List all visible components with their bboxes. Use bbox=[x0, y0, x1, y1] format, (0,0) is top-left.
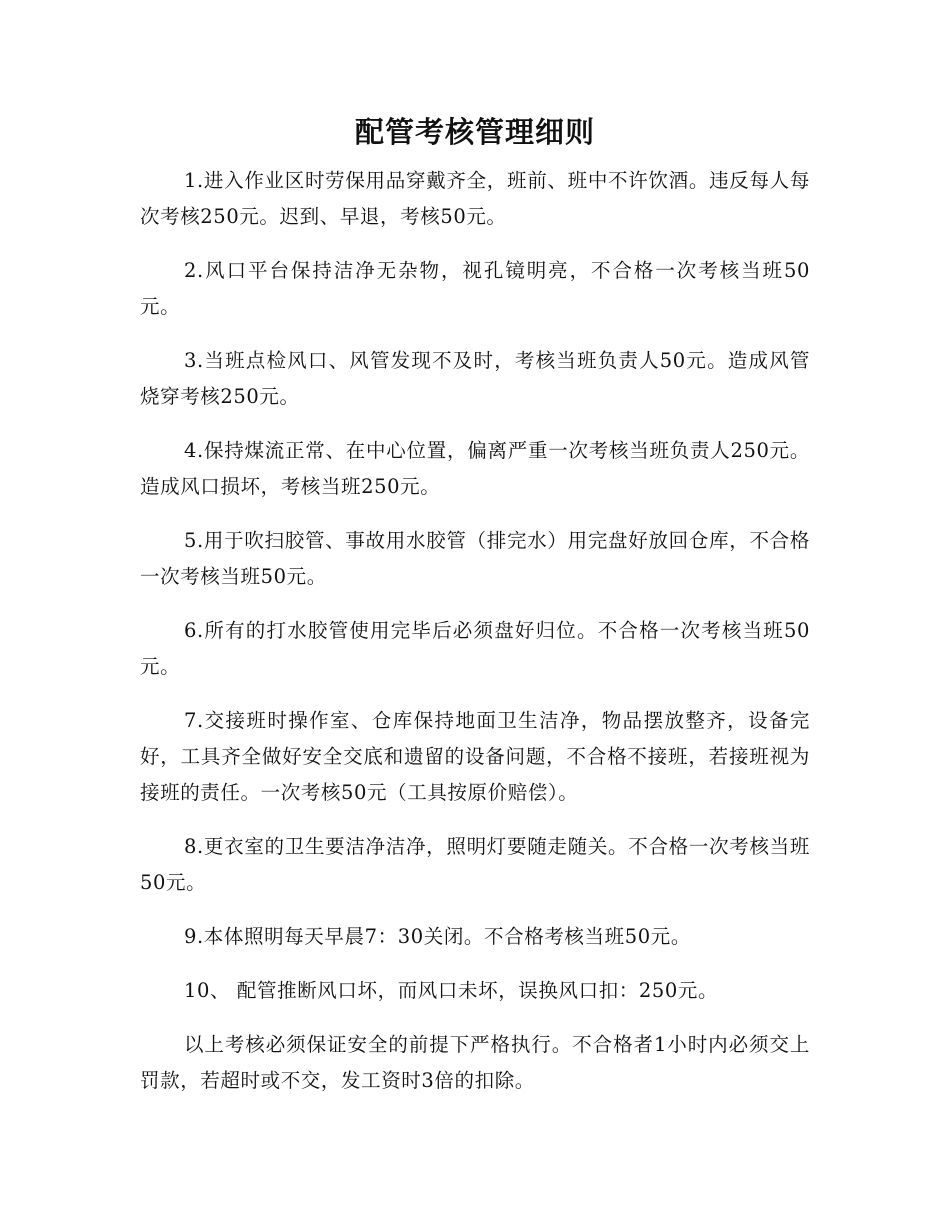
document-title: 配管考核管理细则 bbox=[354, 115, 595, 149]
rule-paragraph-5: 5.用于吹扫胶管、事故用水胶管（排完水）用完盘好放回仓库，不合格一次考核当班50元。 bbox=[140, 529, 810, 588]
rule-paragraph-10: 10、 配管推断风口坏，而风口未坏，误换风口扣：250元。 bbox=[184, 979, 719, 1002]
rule-paragraph-7: 7.交接班时操作室、仓库保持地面卫生洁净，物品摆放整齐，设备完好，工具齐全做好安全交底和遗留的设备问题，不合格不接班，若接班视为接班的责任。一次考核50元（工具按原价赔偿）。 bbox=[140, 709, 810, 804]
rule-paragraph-1: 1.进入作业区时劳保用品穿戴齐全，班前、班中不许饮酒。违反每人每次考核250元。迟到、早退，考核50元。 bbox=[140, 169, 810, 228]
rule-paragraph-9: 9.本体照明每天早晨7：30关闭。不合格考核当班50元。 bbox=[184, 925, 691, 948]
rule-paragraph-3: 3.当班点检风口、风管发现不及时，考核当班负责人50元。造成风管烧穿考核250元。 bbox=[140, 349, 810, 408]
rule-paragraph-6: 6.所有的打水胶管使用完毕后必须盘好归位。不合格一次考核当班50元。 bbox=[140, 619, 810, 678]
document-body bbox=[140, 163, 810, 1117]
rule-paragraph-8: 8.更衣室的卫生要洁净洁净，照明灯要随走随关。不合格一次考核当班50元。 bbox=[140, 835, 810, 894]
closing-paragraph: 以上考核必须保证安全的前提下严格执行。不合格者1小时内必须交上罚款，若超时或不交，发工资时3倍的扣除。 bbox=[140, 1033, 810, 1092]
rule-paragraph-2: 2.风口平台保持洁净无杂物，视孔镜明亮，不合格一次考核当班50元。 bbox=[140, 259, 810, 318]
rule-paragraph-4: 4.保持煤流正常、在中心位置，偏离严重一次考核当班负责人250元。造成风口损坏，考核当班250元。 bbox=[140, 439, 810, 498]
